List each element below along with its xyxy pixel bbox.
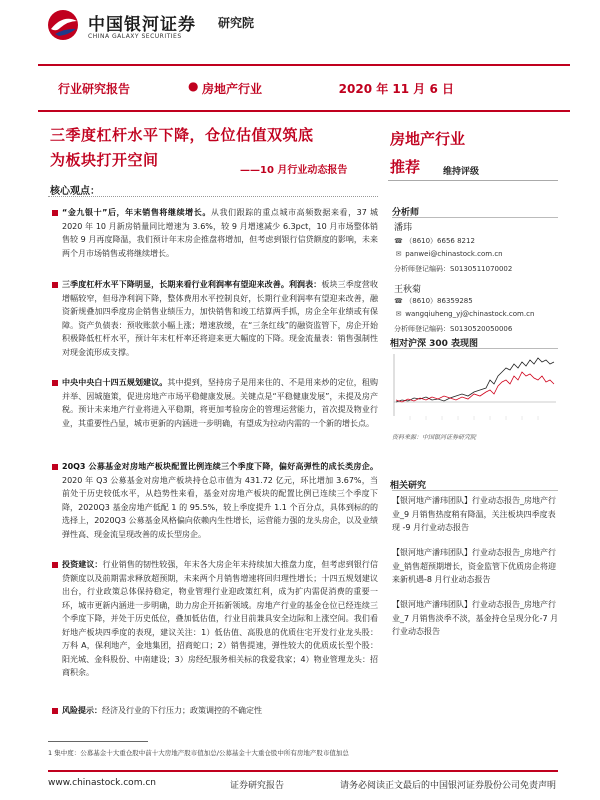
key-point-text: 板块三季度营收增幅较窄，但母净利润下降，整体费用水平控制良好，长期行业利润率有望迎来改善，融资新规叠加四季度房企销售业绩压力，加快销售和竣工结算两手抓，房企全年业绩或有保障。资产负债表：预收账款小幅上涨；增速放缓，在“三条红线”的融资监管下，房企开始积极降低杠杆水平，预计年末杠杆率还将迎来更大幅度的下降。现金流量表：销售强制性对现金流形成支撑。 xyxy=(62,280,379,357)
footer-disclaimer: 请务必阅读正文最后的中国银河证券股份公司免责声明 xyxy=(340,781,557,791)
footnote: 1 集中度：公募基金十大重仓股中前十大房地产股市值加总/公募基金十大重仓股中所有房地产股市值加总 xyxy=(48,749,349,757)
related-item[interactable]: 【银河地产潘玮团队】行业动态报告_房地产行业_9 月销售热度稍有降温，关注板块四季度表现 -9 月行业动态报告 xyxy=(392,496,556,532)
report-subtitle: ——10 月行业动态报告 xyxy=(240,165,348,176)
analyst-email[interactable]: ✉ panwei@chinastock.com.cn xyxy=(395,250,503,258)
chart-source: 资料来源：中国银河证券研究院 xyxy=(392,434,477,441)
analyst-phone: ☎ （8610）86359285 xyxy=(394,297,473,305)
analyst-phone: ☎ （8610）6656 8212 xyxy=(394,237,475,245)
bullet-square-icon xyxy=(52,380,58,386)
email-icon: ✉ xyxy=(395,310,402,318)
analyst-cert: 分析师登记编码：S0130520050006 xyxy=(394,325,513,333)
related-item[interactable]: 【银河地产潘玮团队】行业动态报告_房地产行业_7 月销售淡季不淡，基金持仓呈现分化-7 月行业动态报告 xyxy=(392,600,559,636)
report-title-line1: 三季度杠杆水平下降，仓位估值双筑底 xyxy=(50,126,314,144)
analyst-divider xyxy=(392,217,558,218)
analyst-name: 潘玮 xyxy=(394,223,413,233)
sidebar-divider xyxy=(388,180,558,181)
key-point-4 xyxy=(62,460,378,541)
key-point-1 xyxy=(62,206,378,260)
key-point-5 xyxy=(62,558,378,680)
key-point-heading: 投资建议： xyxy=(62,560,103,569)
analyst-name: 王秋菊 xyxy=(394,285,422,295)
analyst-heading: 分析师 xyxy=(392,208,420,218)
key-points-label: 核心观点： xyxy=(50,186,100,197)
report-header-bar xyxy=(38,64,570,112)
report-title-line2: 为板块打开空间 xyxy=(50,151,159,169)
logo-english-text: CHINA GALAXY SECURITIES xyxy=(88,33,182,40)
benchmark-line xyxy=(396,358,554,402)
footer-divider xyxy=(48,770,558,772)
sector-name: 房地产行业 xyxy=(390,130,466,148)
related-research-heading: 相关研究 xyxy=(390,481,427,491)
analyst-email[interactable]: ✉ wangqiuheng_yj@chinastock.com.cn xyxy=(395,310,535,318)
key-point-text: 其中提到，坚持房子是用来住的、不是用来炒的定位，租购并举、因城施策，促进房地产市场平稳健康发展。关键点是“平稳健康发展”，未提及房产税。预计未来地产行业将进入平稳期，将更加考验房企的管理运营能力，首次提及物业行业，其重要性凸显，城市更新的内涵进一步明确，有望成为拉动内需的一个新的增长点。 xyxy=(62,378,379,428)
analyst-cert: 分析师登记编码：S0130511070002 xyxy=(394,265,513,273)
key-point-text: 行业销售的韧性较强，年末各大房企年末持续加大推盘力度，但考虑到银行信贷额度以及前期需求释放超预期，未来两个月销售增速将回归理性增长；十四五规划建议出台，行业政策总体保持稳定，物业管理行业迎政策红利，成为扩内需促消费的重要一环，城市更新内涵进一步明确，助力房企开拓新领域。房地产行业的基金仓位已经连续三个季度下降，并处于历史低位，叠加低估值，行业目前兼具安全边际和上涨空间。我们看好地产板块四季度的表现，建议关注：1）低估值、高股息的优质住宅开发行业龙头股：万科 A，保利地产，金地集团，招商蛇口；2）销售提速，弹性较大的优质成长型个股：阳光城、金科股份、中南建设；3）房经纪服务相关标的我爱我家；4）物业管理龙头：招商积余。 xyxy=(62,560,379,677)
key-point-heading: “金九银十”后，年末销售将继续增长。 xyxy=(62,208,211,217)
rating-sub: 维持评级 xyxy=(443,167,480,177)
footnote-divider xyxy=(48,741,148,742)
bullet-square-icon xyxy=(52,210,58,216)
galaxy-logo-icon xyxy=(46,8,82,42)
sector-line xyxy=(396,372,554,402)
phone-icon: ☎ xyxy=(394,237,403,245)
key-points-divider xyxy=(48,196,378,198)
chart-title: 相对沪深 300 表现图 xyxy=(390,339,479,349)
bullet-square-icon xyxy=(52,282,58,288)
key-point-6 xyxy=(62,704,378,718)
related-divider xyxy=(392,490,558,491)
key-point-2 xyxy=(62,278,378,359)
report-date: 2020 年 11 月 6 日 xyxy=(338,82,454,96)
industry-label: 房地产行业 xyxy=(202,82,263,96)
key-point-text: 从我们跟踪的重点城市高频数据来看，37 城 2020 年 10 月新房销量同比增速为 3.6%，较 9 月增速减少 6.3pct，10 月市场整体销售较 9 月再度降温，我们预计年末房企推盘将增加，但考虑到银行信贷额度的影响，未来两个月市场销售或将继续增长。 xyxy=(62,208,378,258)
email-icon: ✉ xyxy=(395,250,402,258)
key-point-text: 2020 年 Q3 公募基金对房地产板块持仓总市值为 431.72 亿元，环比增加 3.67%，当前处于历史较低水平，从趋势性来看，基金对房地产板块的配置比例已连续三个季度下降，2020Q3 基金房地产低配 1 的 95.5%，较上季度提升 1.1 个百分点，具体到标的的选择上，2020Q3 公募基金风格偏向依赖内生性增长，运营能力强的龙头房企，以及业绩弹性高、现金流呈现改善的成长型房企。 xyxy=(62,475,378,539)
phone-icon: ☎ xyxy=(394,297,403,305)
key-point-text: 经济及行业的下行压力；政策调控的不确定性 xyxy=(102,706,262,715)
key-point-heading: 中央中央白十四五规划建议。 xyxy=(62,378,168,387)
institute-label: 研究院 xyxy=(218,16,255,30)
bullet-dot-icon: ● xyxy=(188,79,199,93)
report-type: 行业研究报告 xyxy=(58,82,131,96)
logo-text: 中国银河证券 xyxy=(88,15,196,35)
key-point-heading: 三季度杠杆水平下降明显，长期来看行业利润率有望迎来改善。利润表： xyxy=(62,280,322,289)
footer-report-label: 证券研究报告 xyxy=(230,781,285,791)
related-item[interactable]: 【银河地产潘玮团队】行业动态报告_房地产行业_销售超预期增长，资金监管下优质房企将迎来新机遇-8 月行业动态报告 xyxy=(392,548,556,584)
x-axis-ticks xyxy=(410,416,538,420)
key-point-heading: 20Q3 公募基金对房地产板块配置比例连续三个季度下降，偏好高弹性的成长类房企。 xyxy=(62,462,378,471)
footer-website-link[interactable]: www.chinastock.com.cn xyxy=(48,778,156,788)
bullet-square-icon xyxy=(52,708,58,714)
rating-main: 推荐 xyxy=(390,158,421,176)
key-point-3 xyxy=(62,376,378,430)
chart-divider xyxy=(392,348,558,349)
key-point-heading: 风险提示： xyxy=(62,706,102,715)
bullet-square-icon xyxy=(52,464,58,470)
bullet-square-icon xyxy=(52,562,58,568)
relative-performance-chart xyxy=(390,350,560,426)
